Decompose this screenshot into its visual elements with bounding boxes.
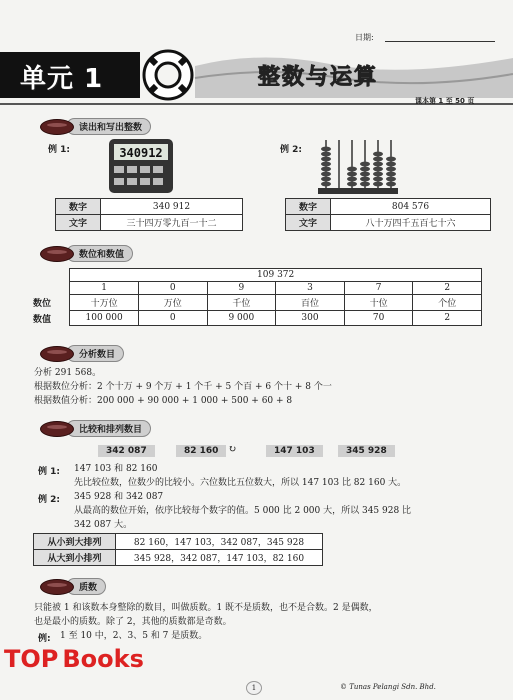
- example-label: 例 2:: [38, 495, 60, 505]
- value-cell: 70: [344, 311, 413, 326]
- abacus-bead: [321, 177, 331, 182]
- abacus-bead: [373, 162, 383, 167]
- value-cell: 300: [276, 311, 345, 326]
- section-title: 质数: [66, 578, 106, 595]
- page-reference: 课本第 1 至 50 页: [415, 97, 475, 105]
- digit-cell: 3: [276, 282, 345, 295]
- example-label: 例:: [38, 634, 51, 644]
- row-header: 从小到大排列: [34, 534, 116, 550]
- section-heading-compare: [40, 420, 151, 437]
- abacus-bead: [373, 157, 383, 162]
- abacus-bead: [373, 177, 383, 182]
- example1-table: [55, 198, 243, 231]
- abacus-bead: [386, 162, 396, 167]
- date-label: 日期:: [355, 33, 374, 42]
- abacus-bead: [360, 177, 370, 182]
- page-title: 整数与运算: [258, 65, 379, 90]
- digit-cell: 2: [413, 282, 482, 295]
- date-line: [385, 41, 495, 42]
- abacus-bead: [321, 152, 331, 157]
- row-header: 从大到小排列: [34, 550, 116, 566]
- row-header: 数字: [286, 199, 331, 215]
- row-header: 数字: [56, 199, 101, 215]
- abacus-bead: [321, 182, 331, 187]
- calculator-display: 340912: [119, 146, 163, 160]
- section-heading-prime: [40, 578, 106, 595]
- number-cell: 340 912: [101, 199, 243, 215]
- value-cell: 9 000: [207, 311, 276, 326]
- section-heading-place-value: [40, 245, 133, 262]
- row-header: 文字: [56, 215, 101, 231]
- publisher-credit: © Tunas Pelangi Sdn. Bhd.: [340, 683, 436, 691]
- place-cell: 十位: [344, 295, 413, 311]
- example-text: 147 103 和 82 160: [74, 464, 158, 474]
- unit-title: 单元 1: [20, 64, 104, 94]
- digit-cell: 7: [344, 282, 413, 295]
- place-cell: 个位: [413, 295, 482, 311]
- abacus-bead: [360, 167, 370, 172]
- page-number: 1: [246, 681, 262, 695]
- abacus-bead: [321, 147, 331, 152]
- abacus-bead: [321, 162, 331, 167]
- abacus-base: [318, 188, 398, 194]
- example-text: 先比较位数，位数少的比较小。六位数比五位数大，所以 147 103 比 82 160 大。: [74, 478, 407, 488]
- number-card: 82 160: [176, 445, 226, 457]
- order-cell: 345 928，342 087，147 103，82 160: [116, 550, 323, 566]
- example-text: 345 928 和 342 087: [74, 492, 164, 502]
- abacus-bead: [347, 177, 357, 182]
- abacus-bead: [373, 182, 383, 187]
- rugby-ball-icon: [40, 246, 74, 262]
- place-cell: 千位: [207, 295, 276, 311]
- section-title: 比较和排列数目: [66, 420, 151, 437]
- analyse-line: 根据数值分析：200 000 + 90 000 + 1 000 + 500 + 60 + 8: [34, 396, 293, 406]
- analyse-line: 分析 291 568。: [34, 368, 102, 378]
- rugby-ball-icon: [40, 421, 74, 437]
- section-heading-analyse: [40, 345, 124, 362]
- abacus-bead: [360, 162, 370, 167]
- prime-example: 1 至 10 中，2、3、5 和 7 是质数。: [60, 631, 208, 641]
- example2-table: [285, 198, 491, 231]
- number-cell: 804 576: [331, 199, 491, 215]
- place-cell: 万位: [138, 295, 207, 311]
- example-text: 从最高的数位开始，依序比较每个数字的值。5 000 比 2 000 大，所以 345 928 比: [74, 506, 412, 516]
- rugby-ball-icon: [40, 346, 74, 362]
- abacus-bead: [373, 152, 383, 157]
- digit-cell: 0: [138, 282, 207, 295]
- digit-cell: 9: [207, 282, 276, 295]
- section-title: 数位和数值: [66, 245, 133, 262]
- value-label: 数值: [33, 314, 52, 325]
- row-header: 文字: [286, 215, 331, 231]
- order-cell: 82 160，147 103，342 087，345 928: [116, 534, 323, 550]
- abacus-bead: [321, 172, 331, 177]
- number-card: 342 087: [98, 445, 155, 457]
- prime-definition: 只能被 1 和该数本身整除的数目，叫做质数。1 既不是质数，也不是合数。2 是偶数，: [34, 603, 378, 613]
- abacus-bead: [386, 182, 396, 187]
- loop-arrow-icon: ↻: [228, 444, 237, 455]
- place-label: 数位: [33, 299, 52, 309]
- example-label: 例 1:: [38, 467, 60, 477]
- abacus-bead: [373, 167, 383, 172]
- abacus-bead: [347, 172, 357, 177]
- abacus-icon: [318, 138, 398, 196]
- prime-definition: 也是最小的质数。除了 2，其他的质数都是奇数。: [34, 617, 232, 627]
- abacus-bead: [360, 172, 370, 177]
- abacus-bead: [386, 167, 396, 172]
- number-card: 345 928: [338, 445, 395, 457]
- abacus-bead: [321, 167, 331, 172]
- place-cell: 百位: [276, 295, 345, 311]
- order-table: [33, 533, 323, 566]
- full-number: 109 372: [70, 269, 482, 282]
- place-cell: 十万位: [70, 295, 139, 311]
- abacus-bead: [347, 182, 357, 187]
- abacus-bead: [386, 177, 396, 182]
- rugby-ball-icon: [40, 579, 74, 595]
- calculator-icon: [108, 138, 174, 194]
- section-title: 分析数目: [66, 345, 124, 362]
- analyse-line: 根据数位分析：2 个十万 + 9 个万 + 1 个千 + 5 个百 + 6 个十 + 8 个一: [34, 382, 332, 392]
- abacus-bead: [386, 157, 396, 162]
- value-cell: 2: [413, 311, 482, 326]
- words-cell: 三十四万零九百一十二: [101, 215, 243, 231]
- example-label: 例 2:: [280, 145, 302, 155]
- number-card: 147 103: [266, 445, 323, 457]
- watermark-logo: TOP Books: [4, 645, 144, 673]
- rugby-ball-icon: [40, 119, 74, 135]
- example-label: 例 1:: [48, 145, 70, 155]
- abacus-bead: [386, 172, 396, 177]
- example-text: 342 087 大。: [74, 520, 133, 530]
- abacus-bead: [360, 182, 370, 187]
- value-cell: 100 000: [70, 311, 139, 326]
- abacus-bead: [347, 167, 357, 172]
- value-cell: 0: [138, 311, 207, 326]
- abacus-bead: [373, 172, 383, 177]
- section-title: 读出和写出整数: [66, 118, 151, 135]
- digit-cell: 1: [70, 282, 139, 295]
- place-value-table: [30, 268, 482, 326]
- abacus-bead: [321, 157, 331, 162]
- words-cell: 八十万四千五百七十六: [331, 215, 491, 231]
- section-heading-read-write: [40, 118, 151, 135]
